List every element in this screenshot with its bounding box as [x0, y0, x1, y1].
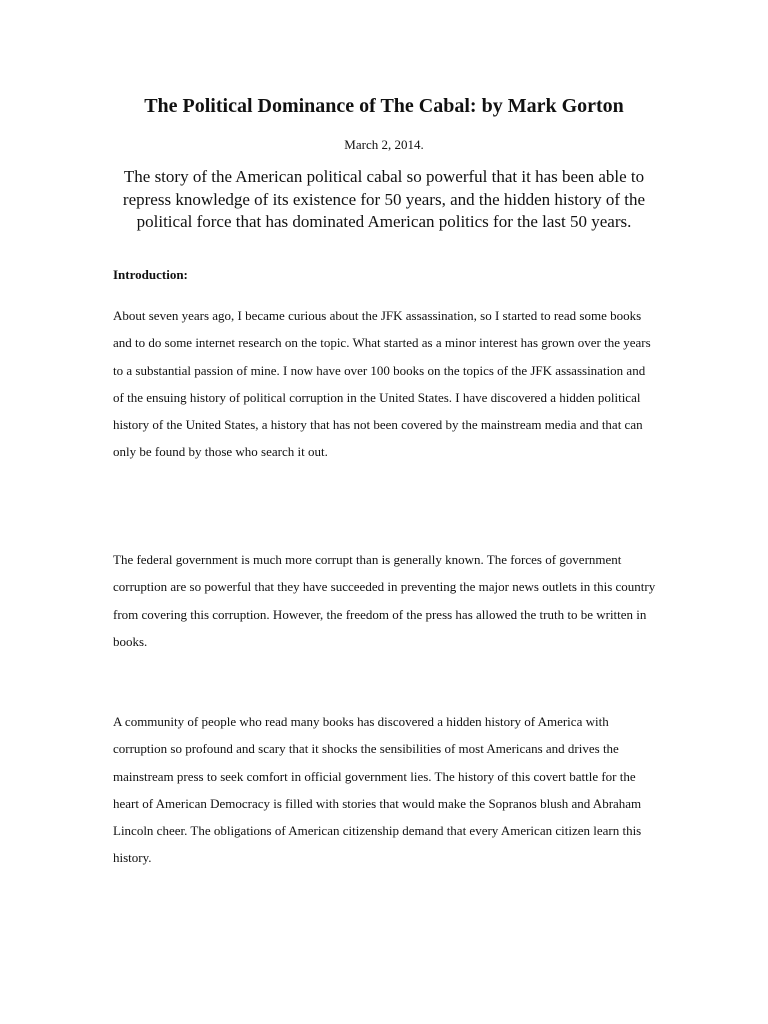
body-paragraph: A community of people who read many books has discovered a hidden history of America with corruption so profound and scary that it shocks the sensibilities of most Americans and drives the mainstream press to seek comfort in official government lies. The history of this covert battle for the heart of American Democracy is filled with stories that would make the Sopranos blush and Abraham Lincoln cheer. The obligations of American citizenship demand that every American citizen learn this history.	[113, 714, 642, 866]
section-heading-introduction: Introduction:	[113, 267, 188, 282]
body-paragraph: The federal government is much more corrupt than is generally known. The forces of government corruption are so powerful that they have succeeded in preventing the major news outlets in this country from covering this corruption. However, the freedom of the press has allowed the truth to be written in books.	[113, 552, 656, 649]
document-date: March 2, 2014.	[344, 137, 424, 152]
body-paragraph: About seven years ago, I became curious about the JFK assassination, so I started to read some books and to do some internet research on the topic. What started as a minor interest has grown over the years to a substantial passion of mine. I now have over 100 books on the topics of the JFK assassination and of the ensuing history of political corruption in the United States. I have discovered a hidden political history of the United States, a history that has not been covered by the mainstream media and that can only be found by those who search it out.	[113, 308, 651, 460]
document-abstract: The story of the American political cabal so powerful that it has been able to repress knowledge of its existence for 50 years, and the hidden history of the political force that has dominated American politics for the last 50 years.	[122, 167, 646, 231]
document-title: The Political Dominance of The Cabal: by Mark Gorton	[144, 95, 624, 117]
